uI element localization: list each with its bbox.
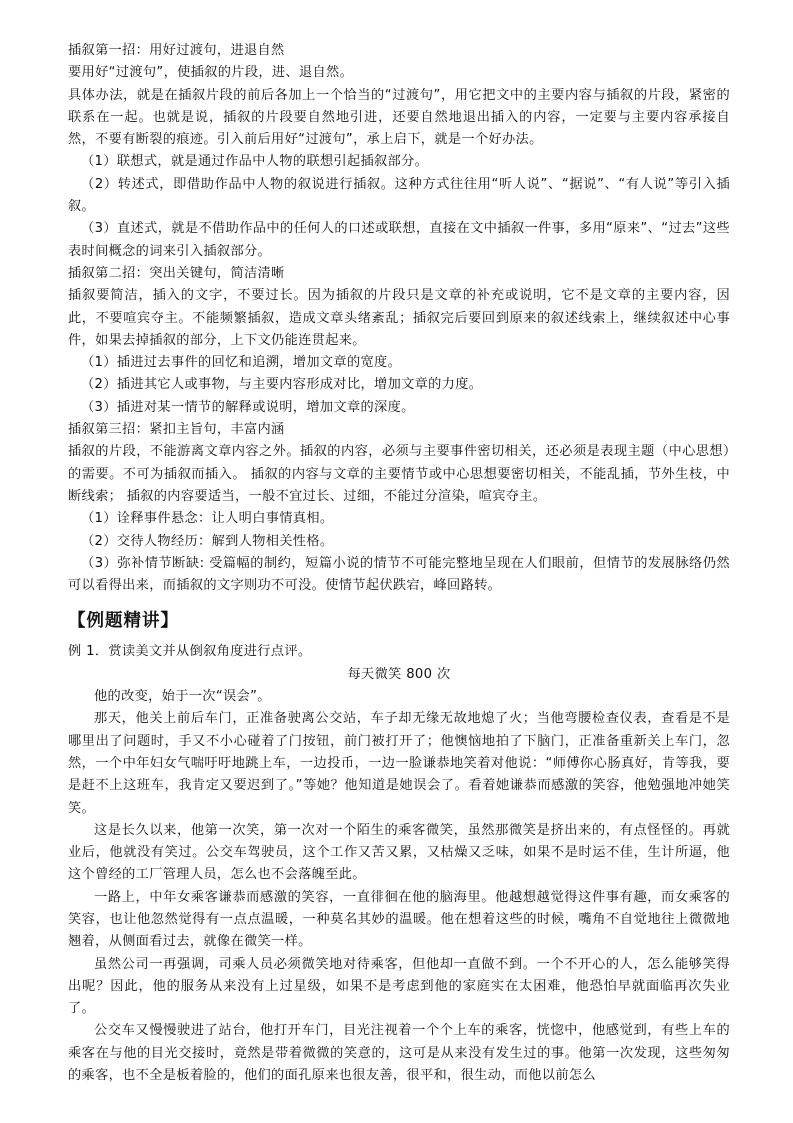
tip2-paragraph: 插叙要简洁，插入的文字，不要过长。因为插叙的片段只是文章的补充或说明，它不是文章的主要内容，因此，不要喧宾夺主。不能频繁插叙，造成文章头绪紊乱；插叙完后要回到原来的叙述线索上，继续叙述中心事件，如果去掉插叙的部分，上下文仍能连贯起来。 [68,288,730,348]
essay-paragraph-4: 一路上，中年女乘客谦恭而感激的笑容，一直徘徊在他的脑海里。他越想越觉得这件事有趣，而女乘客的笑容，也让他忽然觉得有一点点温暖，一种莫名其妙的温暖。他在想着这些的时候，嘴角不自觉地往上微微地翘着，从侧面看过去，就像在微笑一样。 [68,889,730,950]
tip2-heading: 插叙第二招：突出关键句，简洁清晰 [68,265,285,281]
document-page [68,40,730,1087]
tip3-heading: 插叙第三招：紧扣主旨句，丰富内涵 [68,422,285,438]
essay-paragraph-5: 虽然公司一再强调，司乘人员必须微笑地对待乘客，但他却一直做不到。一个不开心的人，怎么能够笑得出呢？因此，他的服务从来没有上过星级，如果不是考虑到他的家庭实在太困难，他恐怕早就面临再次失业了。 [68,956,730,1017]
tip1-method: 具体办法，就是在插叙片段的前后各加上一个恰当的“过渡句”，用它把文中的主要内容与插叙的片段，紧密的联系在一起。也就是说，插叙的片段要自然地引进，还要自然地退出插入的内容，一定要与主要内容承接自然，不要有断裂的痕迹。引入前后用好“过渡句”，承上启下，就是一个好办法。 [68,87,730,148]
tip1-item-3: （3）直述式，就是不借助作品中的任何人的口述或联想，直接在文中插叙一件事，多用“原来”、“过去”这些表时间概念的词来引入插叙部分。 [68,221,730,259]
section-heading: 【例题精讲】 [68,611,179,632]
tip3-item-3: （3）弥补情节断缺: 受篇幅的制约，短篇小说的情节不可能完整地呈现在人们眼前，但情节的发展脉络仍然可以看得出来，而插叙的文字则功不可没。使情节起伏跌宕，峰回路转。 [68,555,730,594]
tip3-paragraph: 插叙的片段，不能游离文章内容之外。插叙的内容，必须与主要事件密切相关，还必须是表现主题（中心思想）的需要。不可为插叙而插入。 插叙的内容与文章的主要情节或中心思想要密切相关，不能乱插，节外生枝，中断线索； 插叙的内容要适当，一般不宜过长、过细，不能过分渲染，喧宾夺主。 [68,444,730,504]
tip1-item-1: （1）联想式，就是通过作品中人物的联想引起插叙部分。 [81,154,429,170]
tip2-item-1: （1）插进过去事件的回忆和追溯，增加文章的宽度。 [81,355,402,371]
tip2-item-3: （3）插进对某一情节的解释或说明，增加文章的深度。 [81,399,415,415]
essay-title: 每天微笑 800 次 [347,666,451,682]
tip3-item-1: （1）诠释事件悬念：让人明白事情真相。 [81,511,334,527]
essay-paragraph-1: 他的改变，始于一次“误会”。 [94,689,271,705]
tip1-heading: 插叙第一招：用好过渡句，进退自然 [68,43,285,58]
tip1-item-2: （2）转述式，即借助作品中人物的叙说进行插叙。这种方式往往用“听人说”、“据说”、“有人说”等引入插叙。 [68,176,730,215]
essay-paragraph-6: 公交车又慢慢驶进了站台，他打开车门，目光注视着一个个上车的乘客，恍惚中，他感觉到，有些上车的乘客在与他的目光交接时，竟然是带着微微的笑意的，这可是从来没有发生过的事。他第一次发现，这些匆匆的乘客，也不全是板着脸的，他们的面孔原来也很友善，很平和，很生动，而他以前怎么 [68,1023,730,1084]
tip3-item-2: （2）交待人物经历：解到人物相关性格。 [81,533,334,549]
example-label: 例 1．赏读美文并从倒叙角度进行点评。 [68,644,312,660]
essay-paragraph-2: 那天，他关上前后车门，正准备驶离公交站，车子却无缘无故地熄了火；当他弯腰检查仪表，查看是不是哪里出了问题时，手又不小心碰着了门按钮，前门被打开了；他懊恼地拍了下脑门，正准备重新关上车门，忽然，一个中年妇女气喘吁吁地跳上车，一边投币，一边一脸谦恭地笑着对他说：“师傅你心肠真好，肯等我，要是赶不上这班车，我肯定又要迟到了。”等她？他知道是她误会了。看着她谦恭而感激的笑容，他勉强地冲她笑笑。 [68,711,730,816]
tip2-item-2: （2）插进其它人或事物，与主要内容形成对比，增加文章的力度。 [81,377,483,393]
tip1-summary: 要用好“过渡句”，使插叙的片段，进、退自然。 [68,65,354,81]
essay-paragraph-3: 这是长久以来，他第一次笑，第一次对一个陌生的乘客微笑，虽然那微笑是挤出来的，有点怪怪的。再就业后，他就没有笑过。公交车驾驶员，这个工作又苦又累，又枯燥又乏味，如果不是时运不佳，生计所逼，他这个曾经的工厂管理人员，怎么也不会落魄至此。 [68,822,730,883]
